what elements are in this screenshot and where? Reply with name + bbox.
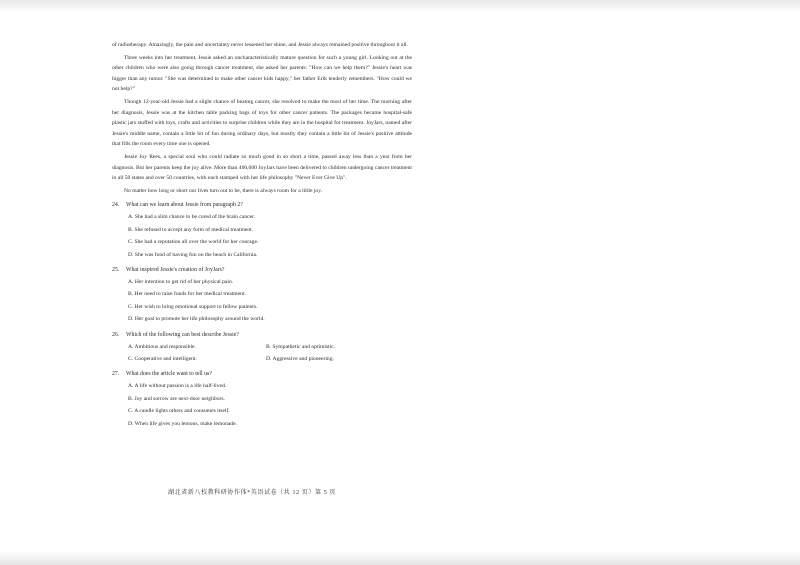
answer-option: A. Ambitious and responsible.: [128, 343, 196, 350]
question-number: 27.: [112, 371, 120, 378]
question-text: What can we learn about Jessie from paragraph 2?: [126, 202, 243, 209]
question-text: What does the article want to tell us?: [126, 371, 212, 378]
answer-option: C. A candle lights others and consumes itself.: [128, 408, 230, 415]
question-26: [112, 329, 412, 366]
scan-edge-bottom: [0, 551, 800, 565]
question-text: What inspired Jessie's creation of JoyJars?: [126, 266, 225, 273]
question-number: 25.: [112, 266, 120, 273]
question-stem: [112, 264, 412, 276]
answer-option: B. She refused to accept any form of medical treatment.: [128, 226, 254, 233]
question-25: [112, 264, 412, 326]
passage-paragraph: Three weeks into her treatment, Jessie asked an uncharacteristically mature question for such a young girl. Looking out at the other children who were also going through cancer treatment, she asked her parents: "How can we help them?" Jessie's heart was bigger than any tumor. "She was determined to make other cancer kids happy," her father Erik tenderly remembers. "How could we not help?": [112, 54, 412, 93]
answer-option: D. She was fond of having fun on the beach in California.: [128, 251, 258, 258]
answer-option: A. Her intention to get rid of her physical pain.: [128, 278, 234, 285]
answer-option: D. Aggressive and pioneering.: [266, 355, 334, 362]
question-stem: [112, 329, 412, 341]
answer-option: D. When life gives you lemons, make lemonade.: [128, 420, 237, 427]
answer-option: B. Sympathetic and optimistic.: [266, 343, 336, 350]
passage-paragraph: Jessie Joy Rees, a special soul who could radiate so much good in so short a time, passed away less than a year from her diagnosis. But her parents keep the joy alive. More than 400,000 JoyJars have been delivered to children undergoing cancer treatment in all 50 states and over 50 countries, with each stamped with her life philosophy "Never Ever Give Up".: [112, 153, 412, 182]
question-number: 26.: [112, 331, 120, 338]
answer-option: C. Her wish to bring emotional support to fellow patients.: [128, 303, 258, 310]
scan-edge-top: [0, 0, 800, 12]
page-footer: 湖北省新八校教科研协作体*英语试卷（共 12 页）第 5 页: [168, 490, 337, 496]
answer-option: C. Cooperative and intelligent.: [128, 355, 197, 362]
question-24: [112, 199, 412, 261]
passage-paragraph: of radiotherapy. Amazingly, the pain and uncertainty never lessened her shine, and Jessie always remained positive throughout it all.: [112, 42, 408, 48]
passage-paragraph: Though 12-year-old Jessie had a slight chance of beating cancer, she resolved to make the most of her time. The morning after her diagnosis, Jessie was at the kitchen table packing bags of toys for other cancer patients. The packages became hospital-safe plastic jars stuffed with toys, crafts and activities to surprise children while they are in the hospital for treatment. JoyJars, named after Jessie's middle name, contain a little bit of fun during ordinary days, but mostly they contain a little bit of Jessie's positive attitude that fills the room every time one is opened.: [112, 98, 412, 148]
question-text: Which of the following can best describe Jessie?: [126, 331, 239, 338]
answer-option: A. She had a slim chance to be cured of the brain cancer.: [128, 214, 256, 221]
exam-page: [112, 40, 412, 430]
question-27: [112, 368, 412, 430]
passage-closing-line: No matter how long or short our lives turn out to be, there is always room for a little joy.: [124, 187, 323, 194]
question-number: 24.: [112, 202, 120, 209]
answer-option-grid: [112, 341, 412, 366]
question-stem: [112, 368, 412, 380]
answer-option: D. Her goal to promote her life philosophy around the world.: [128, 316, 265, 323]
answer-option: B. Joy and sorrow are next-door neighbors.: [128, 395, 225, 402]
question-stem: [112, 199, 412, 211]
answer-option: B. Her need to raise funds for her medical treatment.: [128, 291, 246, 298]
answer-option: A. A life without passion is a life half-lived.: [128, 383, 227, 390]
answer-option: C. She had a reputation all over the world for her courage.: [128, 239, 259, 246]
